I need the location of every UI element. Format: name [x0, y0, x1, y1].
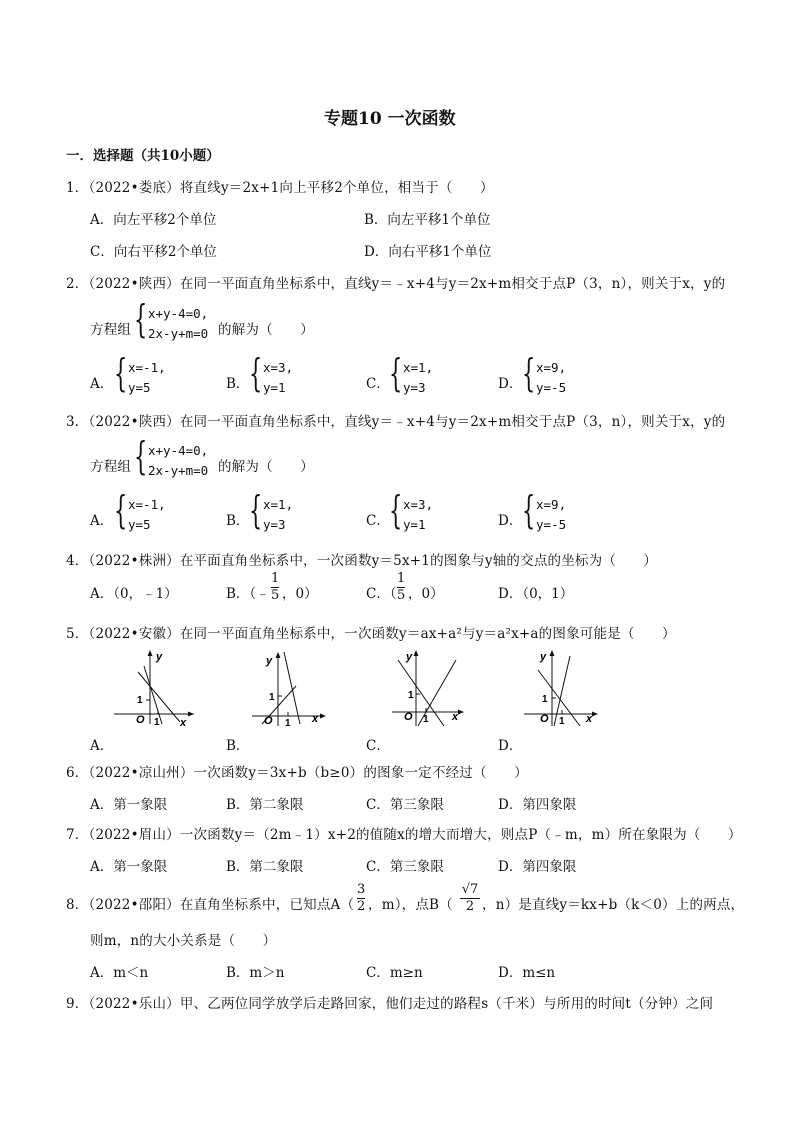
q2-prefix: 方程组	[90, 322, 132, 338]
q4-option-a[interactable]: A．（0，﹣1）	[90, 586, 178, 602]
question-5-stem: 5．（2022•安徽）在同一平面直角坐标系中，一次函数y＝ax+a²与y＝a²x+a的图象可能是（ ）	[66, 626, 676, 642]
numerator: 3	[357, 882, 366, 897]
equation-line-1: x+y-4=0,	[148, 443, 209, 458]
question-9-stem: 9．（2022•乐山）甲、乙两位同学放学后走路回家，他们走过的路程s（千米）与所用的时间t（分钟）之间	[66, 996, 714, 1012]
equation-line-2: y=3	[263, 517, 286, 532]
y-axis-arrow-icon	[148, 650, 153, 656]
numerator: √7	[461, 882, 479, 897]
q5-graph-a[interactable]	[110, 646, 200, 726]
origin-label: O	[136, 714, 145, 726]
question-2-stem: 2．（2022•陕西）在同一平面直角坐标系中，直线y＝﹣x+4与y＝2x+m相交于点P（3，n），则关于x，y的	[66, 276, 726, 292]
denominator: 5	[271, 588, 280, 603]
equation-line-2: y=3	[403, 380, 426, 395]
q7-option-d[interactable]: D．第四象限	[498, 859, 577, 875]
brace-icon: {	[114, 488, 128, 532]
question-8-stem-line-2: 则m，n的大小关系是（ ）	[90, 933, 277, 949]
x-axis-arrow-icon	[320, 714, 326, 719]
brace-icon: {	[249, 488, 263, 532]
page-title: 专题10 一次函数	[324, 109, 456, 129]
q8-option-c[interactable]: C．m≥n	[366, 965, 423, 981]
brace-icon: {	[249, 351, 263, 395]
y-tick-label: 1	[542, 694, 548, 705]
y-tick-label: 1	[269, 692, 275, 703]
origin-label: O	[540, 713, 549, 725]
q7-option-c[interactable]: C．第三象限	[366, 859, 444, 875]
q2-suffix: 的解为（ ）	[218, 322, 314, 338]
q3-option-b-label[interactable]: B．	[226, 513, 250, 529]
q5-graph-d[interactable]	[520, 646, 610, 726]
equation-line-1: x=-1,	[128, 497, 166, 512]
q5-option-a-label[interactable]: A．	[90, 738, 114, 754]
brace-icon: {	[522, 351, 536, 395]
equation-line-1: x=3,	[403, 497, 434, 512]
q4-option-c-fraction	[397, 572, 405, 603]
equation-line-1: x=3,	[263, 360, 294, 375]
q8-option-d[interactable]: D．m≤n	[498, 965, 556, 981]
q5-graph-b[interactable]	[248, 646, 338, 726]
brace-icon: {	[522, 488, 536, 532]
equation-line-1: x+y-4=0,	[148, 306, 209, 321]
y-axis-arrow-icon	[276, 652, 281, 658]
equation-line-2: y=-5	[536, 380, 567, 395]
q6-option-b[interactable]: B．第二象限	[226, 797, 304, 813]
section-heading: 一．选择题（共10小题）	[66, 148, 220, 164]
brace-icon: {	[114, 351, 128, 395]
q1-option-a[interactable]: A．向左平移2个单位	[90, 212, 217, 228]
numerator: 1	[271, 571, 280, 586]
q8-option-a[interactable]: A．m＜n	[90, 965, 149, 981]
question-3-stem: 3．（2022•陕西）在同一平面直角坐标系中，直线y＝﹣x+4与y＝2x+m相交于点P（3，n），则关于x，y的	[66, 414, 726, 430]
q3-option-c-label[interactable]: C．	[366, 513, 390, 529]
question-8-stem-part-1: 8．（2022•邵阳）在直角坐标系中，已知点A（	[66, 897, 355, 913]
x-axis-label: x	[312, 713, 319, 725]
equation-line-2: y=1	[403, 517, 426, 532]
origin-label: O	[404, 711, 413, 723]
brace-icon: {	[134, 434, 148, 478]
x-axis-label: x	[586, 713, 593, 725]
equation-line-1: x=9,	[536, 497, 567, 512]
q4-option-c-suffix: ，0）	[408, 586, 444, 602]
q2-option-b-label[interactable]: B．	[226, 376, 250, 392]
q7-option-a[interactable]: A．第一象限	[90, 859, 168, 875]
q1-option-d[interactable]: D．向右平移1个单位	[364, 244, 492, 260]
brace-icon: {	[389, 488, 403, 532]
q2-option-a-label[interactable]: A．	[90, 376, 114, 392]
equation-line-2: 2x-y+m=0	[148, 326, 209, 341]
x-tick-label: 1	[423, 714, 429, 725]
question-1-stem: 1．（2022•娄底）将直线y＝2x+1向上平移2个单位，相当于（ ）	[66, 180, 494, 196]
q7-option-b[interactable]: B．第二象限	[226, 859, 304, 875]
denominator: 2	[357, 899, 366, 914]
q5-option-c-label[interactable]: C．	[366, 738, 390, 754]
x-tick-label: 1	[154, 717, 160, 726]
q5-option-b-label[interactable]: B．	[226, 738, 250, 754]
x-axis-arrow-icon	[188, 712, 194, 717]
brace-icon: {	[389, 351, 403, 395]
x-tick-label: 1	[285, 718, 291, 726]
x-tick-label: 1	[559, 716, 565, 726]
y-axis-label: y	[540, 651, 547, 663]
q1-option-c[interactable]: C．向右平移2个单位	[90, 244, 217, 260]
question-7-stem: 7．（2022•眉山）一次函数y＝（2m﹣1）x+2的值随x的增大而增大，则点P（﹣m，m）所在象限为（ ）	[66, 827, 742, 843]
origin-label: O	[264, 715, 273, 726]
x-axis-arrow-icon	[592, 712, 598, 717]
equation-line-2: y=1	[263, 380, 286, 395]
question-8-stem-part-3: ，n）是直线y＝kx+b（k＜0）上的两点，	[482, 897, 745, 913]
question-4-stem: 4．（2022•株洲）在平面直角坐标系中，一次函数y＝5x+1的图象与y轴的交点的坐标为（ ）	[66, 553, 658, 569]
q6-option-d[interactable]: D．第四象限	[498, 797, 577, 813]
y-axis-label: y	[156, 651, 163, 663]
q8-option-b[interactable]: B．m＞n	[226, 965, 285, 981]
equation-line-2: y=-5	[536, 517, 567, 532]
equation-line-1: x=-1,	[128, 360, 166, 375]
q1-option-b[interactable]: B．向左平移1个单位	[364, 212, 491, 228]
y-axis-label: y	[406, 651, 413, 663]
y-tick-label: 1	[408, 690, 414, 701]
x-axis-label: x	[452, 711, 459, 723]
question-8-stem-part-2: ，m），点B（	[368, 897, 453, 913]
equation-line-2: y=5	[128, 380, 151, 395]
equation-line-1: x=1,	[403, 360, 434, 375]
y-axis-arrow-icon	[550, 650, 555, 656]
x-axis-label: x	[180, 717, 187, 726]
q4-option-d[interactable]: D．（0，1）	[498, 586, 574, 602]
numerator: 1	[397, 571, 406, 586]
q5-graph-c[interactable]	[388, 646, 478, 726]
q4-option-b-suffix: ，0）	[282, 586, 318, 602]
q3-option-a-label[interactable]: A．	[90, 513, 114, 529]
q3-option-d-label[interactable]: D．	[498, 513, 523, 529]
y-axis-arrow-icon	[414, 650, 419, 656]
q3-suffix: 的解为（ ）	[218, 459, 314, 475]
denominator: 5	[397, 588, 406, 603]
line-2	[144, 666, 162, 724]
equation-line-2: y=5	[128, 517, 151, 532]
q5-option-d-label[interactable]: D．	[498, 738, 523, 754]
equation-line-2: 2x-y+m=0	[148, 463, 209, 478]
q4-option-b-fraction	[271, 572, 279, 603]
x-axis-arrow-icon	[458, 710, 464, 715]
line-2	[284, 652, 300, 724]
y-axis-label: y	[266, 655, 273, 667]
q8-point-a-fraction	[357, 883, 365, 914]
question-6-stem: 6．（2022•凉山州）一次函数y＝3x+b（b≥0）的图象一定不经过（ ）	[66, 765, 528, 781]
q3-prefix: 方程组	[90, 459, 132, 475]
denominator: 2	[465, 899, 475, 914]
q6-option-c[interactable]: C．第三象限	[366, 797, 444, 813]
q6-option-a[interactable]: A．第一象限	[90, 797, 168, 813]
q2-option-c-label[interactable]: C．	[366, 376, 390, 392]
q4-option-c-prefix[interactable]: C．（	[366, 586, 397, 602]
q4-option-b-prefix[interactable]: B．（﹣	[226, 586, 270, 602]
equation-line-1: x=1,	[263, 497, 294, 512]
equation-line-1: x=9,	[536, 360, 567, 375]
y-tick-label: 1	[137, 695, 143, 706]
brace-icon: {	[134, 297, 148, 341]
q2-option-d-label[interactable]: D．	[498, 376, 523, 392]
q8-point-b-fraction	[460, 883, 480, 914]
